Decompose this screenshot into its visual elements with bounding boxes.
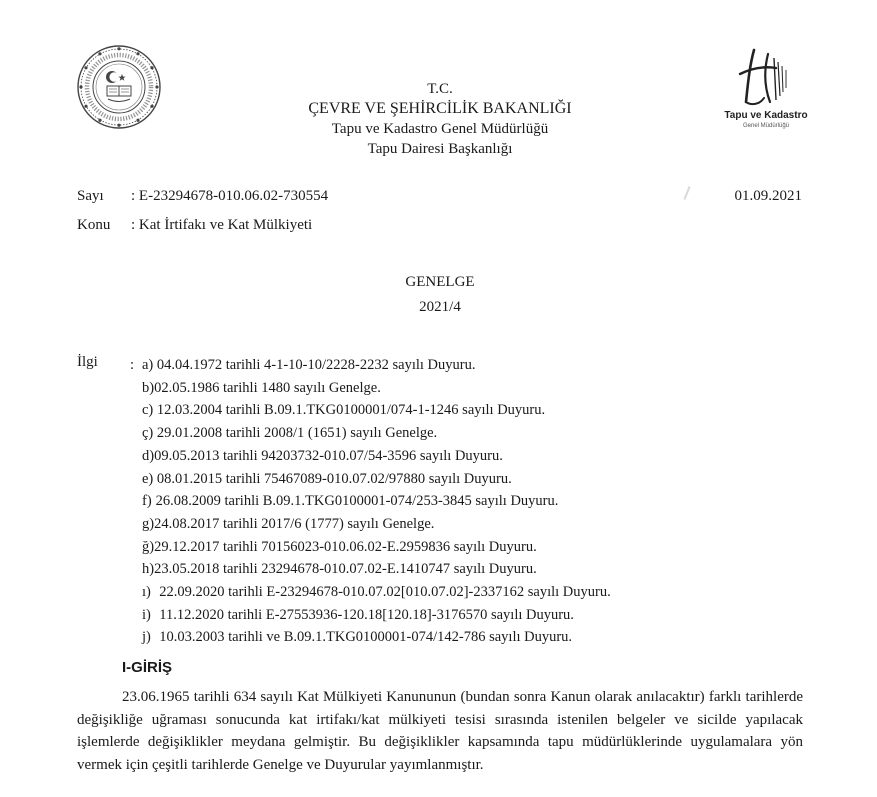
ilgi-item-letter: h) (142, 561, 155, 578)
ilgi-item-text: 04.04.1972 tarihli 4-1-10-10/2228-2232 sayılı Duyuru. (153, 357, 476, 373)
ilgi-item-letter: c) (142, 402, 154, 419)
ilgi-item (130, 604, 611, 627)
ilgi-item-text: 11.12.2020 tarihli E-27553936-120.18[120.18]-3176570 sayılı Duyuru. (152, 606, 574, 623)
ilgi-item-letter: ı) (142, 584, 151, 601)
ilgi-item (130, 513, 611, 536)
ilgi-item-letter: d) (142, 447, 155, 464)
ilgi-item (130, 626, 611, 649)
scan-artifact (683, 186, 690, 200)
header-ministry: ÇEVRE VE ŞEHİRCİLİK BAKANLIĞI (308, 100, 572, 117)
sayi-label: Sayı (77, 188, 104, 204)
ilgi-item-text: 08.01.2015 tarihli 75467089-010.07.02/97880 sayılı Duyuru. (153, 470, 512, 487)
letterhead (200, 79, 680, 159)
tkgm-logo-name: Tapu ve Kadastro (724, 110, 808, 121)
ilgi-item-letter: f) (142, 493, 152, 510)
ilgi-item-text: 29.01.2008 tarihli 2008/1 (1651) sayılı Genelge. (153, 425, 438, 442)
ilgi-item (130, 536, 611, 559)
ilgi-colon: : (130, 357, 135, 373)
konu-label: Konu (77, 217, 111, 233)
ilgi-item-text: 22.09.2020 tarihli E-23294678-010.07.02[010.07.02]-2337162 sayılı Duyuru. (152, 584, 611, 601)
ilgi-item (130, 354, 611, 377)
ilgi-item (130, 377, 611, 400)
ilgi-item-text: 02.05.1986 tarihli 1480 sayılı Genelge. (154, 379, 381, 396)
ilgi-label: İlgi (77, 354, 98, 370)
konu-row (77, 217, 312, 234)
ilgi-item-text: 23.05.2018 tarihli 23294678-010.07.02-E.1410747 sayılı Duyuru. (154, 561, 537, 578)
ilgi-item (130, 468, 611, 491)
ilgi-item-letter: b) (142, 379, 155, 396)
document-date: 01.09.2021 (734, 188, 802, 204)
ilgi-item-letter: a) (142, 357, 154, 373)
document-number: 2021/4 (419, 299, 461, 315)
ilgi-item-text: 24.08.2017 tarihli 2017/6 (1777) sayılı Genelge. (154, 515, 435, 532)
ilgi-list (130, 354, 611, 649)
ilgi-item-letter: j) (142, 629, 151, 646)
ilgi-item (130, 558, 611, 581)
ilgi-item-text: 29.12.2017 tarihli 70156023-010.06.02-E.2959836 sayılı Duyuru. (154, 538, 537, 555)
ilgi-item (130, 445, 611, 468)
ilgi-item (130, 581, 611, 604)
section-paragraph: 23.06.1965 tarihli 634 sayılı Kat Mülkiyeti Kanununun (bundan sonra Kanun olarak anılacaktır) farklı tarihlerde değişikliğe uğraması sonucunda kat irtifakı/kat mülkiyeti tesisi sırasında istenilen belgeler ve sicilde yapılacak işlemlerde değişiklikler meydana gelmiştir. Bu değişiklikler kapsamında tapu müdürlüklerinde uygulamalara yön vermek için çeşitli tarihlerde Genelge ve Duyurular yayımlanmıştır. (77, 689, 803, 773)
ilgi-item-text: 26.08.2009 tarihli B.09.1.TKG0100001-074/253-3845 sayılı Duyuru. (152, 493, 559, 510)
ilgi-item (130, 399, 611, 422)
ilgi-item-letter: g) (142, 515, 155, 532)
ilgi-item-text: 09.05.2013 tarihli 94203732-010.07/54-3596 sayılı Duyuru. (154, 447, 503, 464)
ilgi-item-letter: ğ) (142, 538, 155, 555)
ilgi-item-text: 12.03.2004 tarihli B.09.1.TKG0100001/074-1-1246 sayılı Duyuru. (153, 402, 546, 419)
tkgm-logo-subtitle: Genel Müdürlüğü (742, 123, 790, 129)
ilgi-item-letter: e) (142, 470, 154, 487)
section-heading: I-GİRİŞ (122, 659, 173, 676)
ilgi-item-letter: i) (142, 606, 151, 623)
sayi-value: : E-23294678-010.06.02-730554 (131, 188, 329, 204)
tkgm-logo (710, 44, 820, 134)
ilgi-item-letter: ç) (142, 425, 154, 442)
header-department: Tapu Dairesi Başkanlığı (367, 141, 513, 157)
ilgi-item (130, 490, 611, 513)
ministry-seal-logo (76, 44, 162, 130)
ilgi-item (130, 422, 611, 445)
document-title: GENELGE (405, 274, 475, 290)
sayi-row (77, 188, 328, 205)
header-directorate: Tapu ve Kadastro Genel Müdürlüğü (331, 121, 549, 137)
header-tc: T.C. (427, 81, 453, 97)
konu-value: : Kat İrtifakı ve Kat Mülkiyeti (131, 217, 313, 233)
ilgi-item-text: 10.03.2003 tarihli ve B.09.1.TKG0100001-074/142-786 sayılı Duyuru. (152, 629, 573, 646)
